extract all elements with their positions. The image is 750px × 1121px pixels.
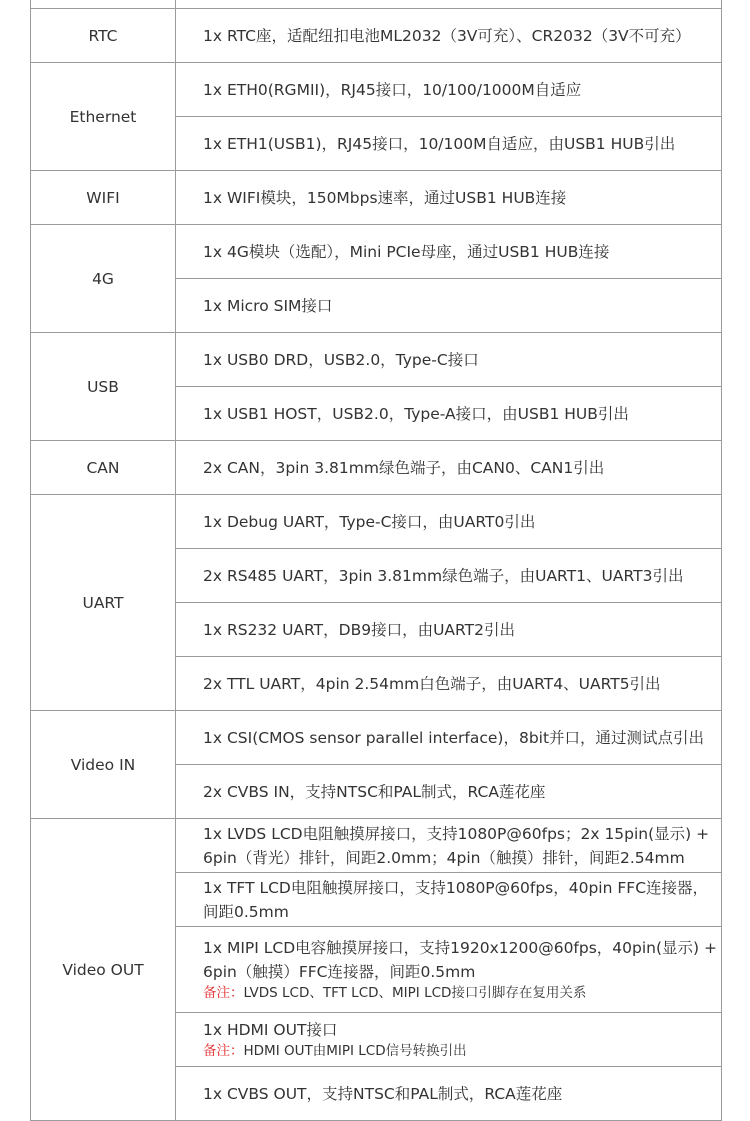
hdmi-note [203, 1042, 721, 1061]
value-video-out-cvbs: 1x CVBS OUT，支持NTSC和PAL制式，RCA莲花座 [176, 1067, 722, 1121]
note-prefix-hdmi: 备注： [203, 1043, 244, 1059]
value-ethernet-2: 1x ETH1(USB1)，RJ45接口，10/100M自适应，由USB1 HUB引出 [176, 117, 722, 171]
value-uart-4: 2x TTL UART，4pin 2.54mm白色端子，由UART4、UART5引出 [176, 657, 722, 711]
value-video-out-hdmi [176, 1013, 722, 1067]
value-uart-1: 1x Debug UART，Type-C接口，由UART0引出 [176, 495, 722, 549]
hdmi-text: 1x HDMI OUT接口 [203, 1021, 338, 1039]
value-uart-3: 1x RS232 UART，DB9接口，由UART2引出 [176, 603, 722, 657]
mipi-note [203, 984, 719, 1003]
value-usb-1: 1x USB0 DRD，USB2.0，Type-C接口 [176, 333, 722, 387]
category-can: CAN [31, 441, 176, 495]
value-cell-clipped [176, 0, 722, 9]
table-row-video-in-1 [31, 711, 722, 765]
category-ethernet: Ethernet [31, 63, 176, 171]
category-video-out: Video OUT [31, 819, 176, 1121]
note-text-hdmi: HDMI OUT由MIPI LCD信号转换引出 [243, 1043, 467, 1059]
table-row-can [31, 441, 722, 495]
value-video-in-1: 1x CSI(CMOS sensor parallel interface)，8bit并口，通过测试点引出 [176, 711, 722, 765]
table-row-ethernet-1 [31, 63, 722, 117]
table-row-video-out-1 [31, 819, 722, 873]
category-uart: UART [31, 495, 176, 711]
value-can-1: 2x CAN，3pin 3.81mm绿色端子，由CAN0、CAN1引出 [176, 441, 722, 495]
category-cell-clipped [31, 0, 176, 9]
note-prefix-mipi: 备注： [203, 985, 244, 1001]
category-rtc: RTC [31, 9, 176, 63]
table-row-uart-1 [31, 495, 722, 549]
value-video-out-lvds: 1x LVDS LCD电阻触摸屏接口，支持1080P@60fps；2x 15pin(显示) + 6pin（背光）排针，间距2.0mm；4pin（触摸）排针，间距2.54mm [176, 819, 722, 873]
value-4g-1: 1x 4G模块（选配），Mini PCIe母座，通过USB1 HUB连接 [176, 225, 722, 279]
table-row-usb-1 [31, 333, 722, 387]
category-4g: 4G [31, 225, 176, 333]
category-wifi: WIFI [31, 171, 176, 225]
table-row-clipped [31, 0, 722, 9]
table-row-4g-1 [31, 225, 722, 279]
table-row-rtc [31, 9, 722, 63]
table-row-wifi [31, 171, 722, 225]
mipi-text: 1x MIPI LCD电容触摸屏接口，支持1920x1200@60fps，40pin(显示) + 6pin（触摸）FFC连接器，间距0.5mm [203, 939, 718, 981]
value-video-out-mipi [176, 927, 722, 1013]
value-rtc-1: 1x RTC座，适配纽扣电池ML2032（3V可充）、CR2032（3V不可充） [176, 9, 722, 63]
category-video-in: Video IN [31, 711, 176, 819]
value-ethernet-1: 1x ETH0(RGMII)，RJ45接口，10/100/1000M自适应 [176, 63, 722, 117]
value-usb-2: 1x USB1 HOST，USB2.0，Type-A接口，由USB1 HUB引出 [176, 387, 722, 441]
value-wifi-1: 1x WIFI模块，150Mbps速率，通过USB1 HUB连接 [176, 171, 722, 225]
spec-table [30, 0, 722, 1121]
value-uart-2: 2x RS485 UART，3pin 3.81mm绿色端子，由UART1、UART3引出 [176, 549, 722, 603]
note-text-mipi: LVDS LCD、TFT LCD、MIPI LCD接口引脚存在复用关系 [243, 985, 587, 1001]
value-video-out-tft: 1x TFT LCD电阻触摸屏接口，支持1080P@60fps，40pin FFC连接器，间距0.5mm [176, 873, 722, 927]
value-video-in-2: 2x CVBS IN，支持NTSC和PAL制式，RCA莲花座 [176, 765, 722, 819]
category-usb: USB [31, 333, 176, 441]
value-4g-2: 1x Micro SIM接口 [176, 279, 722, 333]
